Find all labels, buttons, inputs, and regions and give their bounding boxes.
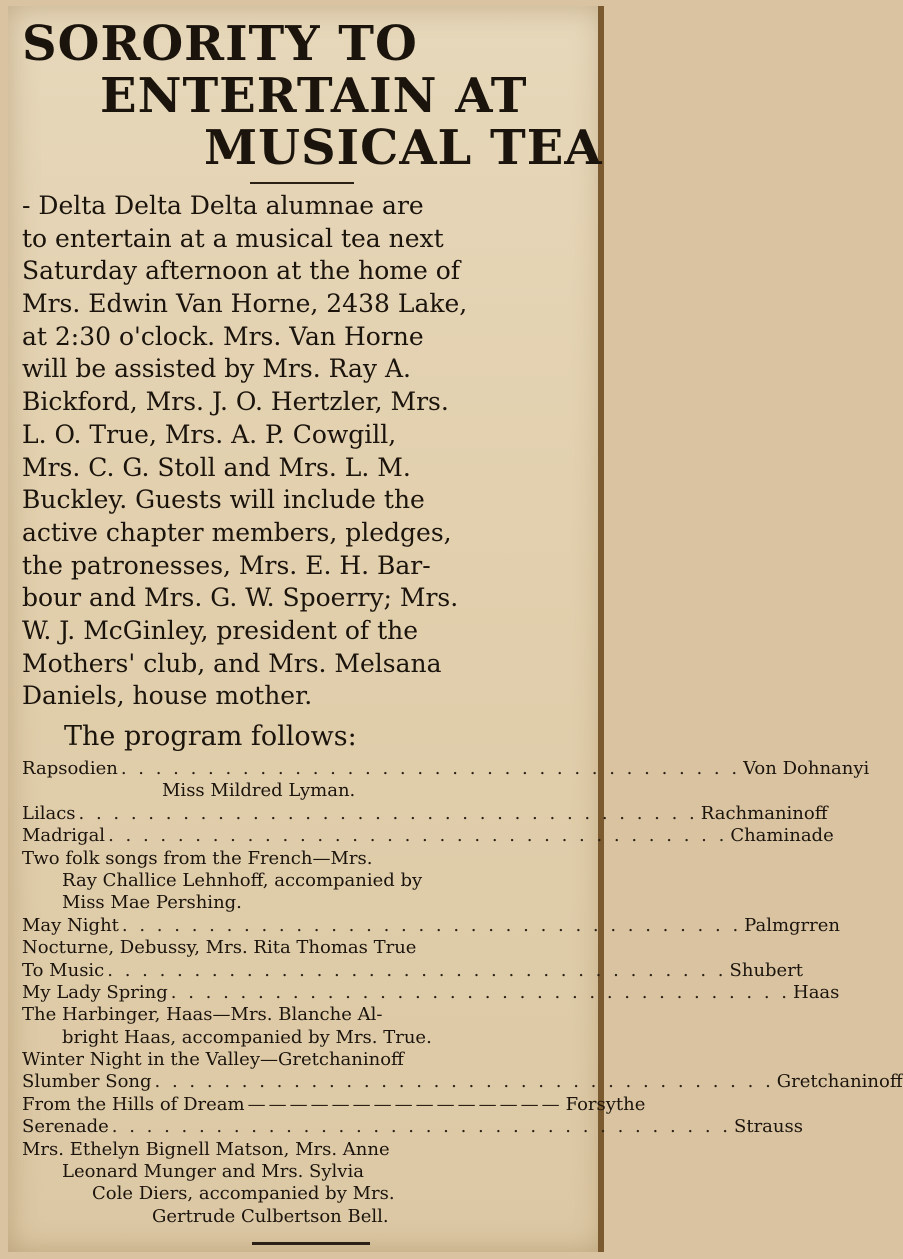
- leader-dots: . . . . . . . . . . . . . . . . . . . . . . . . . . . . . . . . . . . .: [121, 914, 742, 936]
- body-line: - Delta Delta Delta alumnae are: [22, 191, 424, 220]
- program-item: [22, 959, 804, 982]
- program-title: The program follows:: [64, 721, 357, 752]
- leader-dots: . . . . . . . . . . . . . . . . . . . . . . . . . . . . . . . . . . . .: [154, 1071, 774, 1093]
- body-line: Mrs. C. G. Stoll and Mrs. L. M.: [22, 452, 411, 482]
- body-line: at 2:30 o'clock. Mrs. Van Horne: [22, 321, 424, 351]
- end-rule: [252, 1242, 370, 1245]
- program-item-composer: Shubert: [729, 959, 804, 981]
- body-line: active chapter members, pledges,: [22, 517, 452, 547]
- program-text-line: Miss Mae Pershing.: [62, 892, 242, 914]
- program-text-line: Winter Night in the Valley—Gretchaninoff: [22, 1049, 404, 1071]
- program-text-line: Two folk songs from the French—Mrs.: [22, 847, 373, 869]
- headline-line-2: ENTERTAIN AT: [100, 68, 528, 124]
- program-item: [22, 802, 828, 825]
- leader-dots: . . . . . . . . . . . . . . . . . . . . . . . . . . . . . . . . . . . .: [170, 981, 790, 1003]
- program-item-title: Serenade: [22, 1116, 109, 1138]
- program-text-line: Cole Diers, accompanied by Mrs.: [92, 1183, 395, 1205]
- program-list: [22, 758, 903, 1228]
- leader-dots: . . . . . . . . . . . . . . . . . . . . . . . . . . . . . . . . . . . .: [108, 825, 728, 847]
- body-line: the patronesses, Mrs. E. H. Bar-: [22, 550, 431, 580]
- leader-dots: . . . . . . . . . . . . . . . . . . . . . . . . . . . . . . . . . . . .: [107, 959, 727, 981]
- leader-dots: ———————————————: [247, 1093, 563, 1115]
- body-line: will be assisted by Mrs. Ray A.: [22, 354, 411, 384]
- program-item: [22, 981, 840, 1004]
- newspaper-clipping: [8, 6, 903, 1252]
- program-item-title: Lilacs: [22, 802, 76, 824]
- program-text-line: Nocturne, Debussy, Mrs. Rita Thomas True: [22, 937, 417, 959]
- body-line: Mothers' club, and Mrs. Melsana: [22, 648, 442, 678]
- program-item-composer: Forsythe: [565, 1093, 646, 1115]
- program-item-composer: Gretchaninoff: [776, 1071, 903, 1093]
- leader-dots: . . . . . . . . . . . . . . . . . . . . . . . . . . . . . . . . . . . .: [120, 758, 741, 779]
- program-item: [22, 825, 834, 847]
- article-body: [22, 190, 602, 713]
- program-performer: Miss Mildred Lyman.: [162, 780, 356, 802]
- headline-line-1: SORORITY TO: [22, 16, 418, 72]
- body-line: Daniels, house mother.: [22, 681, 313, 711]
- program-item: [22, 914, 841, 937]
- body-line: to entertain at a musical tea next: [22, 223, 444, 253]
- program-item-composer: Haas: [793, 981, 840, 1003]
- body-line: Bickford, Mrs. J. O. Hertzler, Mrs.: [22, 387, 449, 417]
- body-line: Mrs. Edwin Van Horne, 2438 Lake,: [22, 289, 468, 319]
- program-text-line: Ray Challice Lehnhoff, accompanied by: [62, 869, 423, 891]
- program-item-title: Slumber Song: [22, 1071, 152, 1093]
- program-text-line: Leonard Munger and Mrs. Sylvia: [62, 1161, 364, 1183]
- program-item-composer: Chaminade: [730, 825, 834, 847]
- body-line: W. J. McGinley, president of the: [22, 615, 419, 645]
- program-item-composer: Palmgrren: [744, 914, 841, 936]
- program-text-line: Gertrude Culbertson Bell.: [152, 1205, 389, 1227]
- program-text-line: bright Haas, accompanied by Mrs. True.: [62, 1026, 432, 1048]
- leader-dots: . . . . . . . . . . . . . . . . . . . . . . . . . . . . . . . . . . . .: [111, 1116, 731, 1138]
- program-item-title: Madrigal: [22, 825, 106, 847]
- program-item: [22, 1071, 903, 1093]
- headline-line-3: MUSICAL TEA: [204, 120, 603, 176]
- program-item-composer: Rachmaninoff: [700, 802, 828, 824]
- body-line: L. O. True, Mrs. A. P. Cowgill,: [22, 419, 397, 449]
- program-item: [22, 1093, 646, 1116]
- program-item-composer: Strauss: [734, 1116, 803, 1138]
- body-line: bour and Mrs. G. W. Spoerry; Mrs.: [22, 583, 459, 613]
- program-item-title: From the Hills of Dream: [22, 1093, 245, 1115]
- program-item: [22, 758, 870, 780]
- leader-dots: . . . . . . . . . . . . . . . . . . . . . . . . . . . . . . . . . . . .: [78, 802, 698, 824]
- program-text-line: The Harbinger, Haas—Mrs. Blanche Al-: [22, 1004, 383, 1026]
- program-item: [22, 1116, 803, 1138]
- body-line: Saturday afternoon at the home of: [22, 256, 461, 286]
- program-item-title: Rapsodien: [22, 758, 118, 779]
- program-item-title: May Night: [22, 914, 119, 936]
- headline-rule: [250, 182, 354, 184]
- body-line: Buckley. Guests will include the: [22, 485, 425, 515]
- program-item-composer: Von Dohnanyi: [743, 758, 870, 779]
- program-text-line: Mrs. Ethelyn Bignell Matson, Mrs. Anne: [22, 1138, 390, 1160]
- program-item-title: My Lady Spring: [22, 981, 168, 1003]
- program-item-title: To Music: [22, 959, 105, 981]
